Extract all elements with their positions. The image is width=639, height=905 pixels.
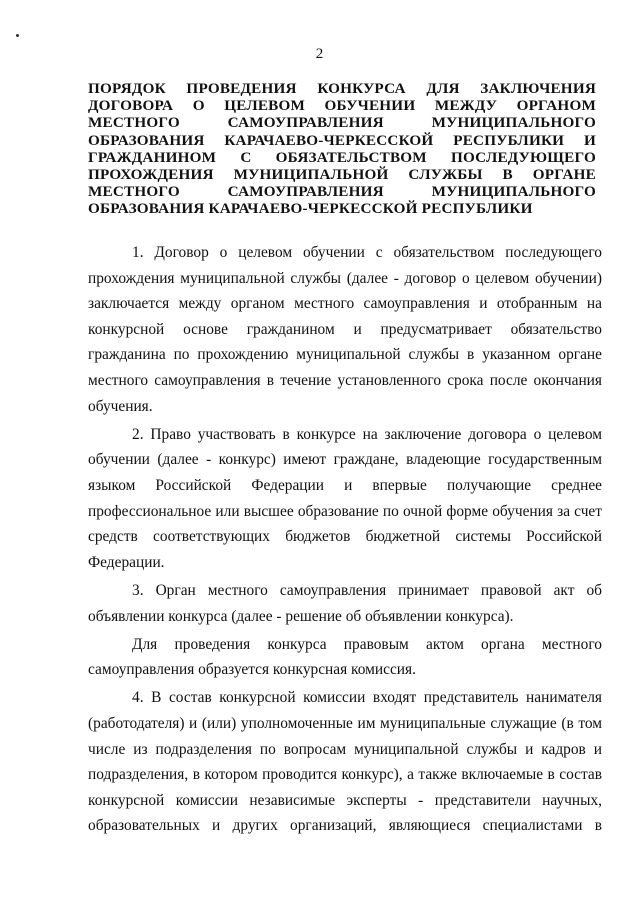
text-line: самоуправления образуется конкурсная комиссия. (88, 661, 416, 679)
title-line: ОБРАЗОВАНИЯ КАРАЧАЕВО-ЧЕРКЕССКОЙ РЕСПУБЛИКИ (88, 200, 533, 218)
paragraph-4 (88, 632, 602, 683)
title-line: МЕСТНОГО САМОУПРАВЛЕНИЯ МУНИЦИПАЛЬНОГО (88, 183, 596, 201)
text-line: 4. В состав конкурсной комиссии входят представитель нанимателя (132, 689, 602, 707)
title-line: ПРОХОЖДЕНИЯ МУНИЦИПАЛЬНОЙ СЛУЖБЫ В ОРГАНЕ (88, 166, 596, 184)
text-line: конкурсной комиссии независимые эксперты - представители научных, (88, 791, 602, 809)
text-line: прохождения муниципальной службы (далее - договор о целевом обучении) (88, 269, 602, 287)
title-line: ДОГОВОРА О ЦЕЛЕВОМ ОБУЧЕНИИ МЕЖДУ ОРГАНОМ (88, 97, 596, 115)
text-line: профессиональное или высшее образование по очной форме обучения за счет (88, 502, 602, 520)
text-line: 2. Право участвовать в конкурсе на заключение договора о целевом (132, 425, 602, 443)
text-line: языком Российской Федерации и впервые получающие среднее (88, 476, 602, 494)
title-line: ГРАЖДАНИНОМ С ОБЯЗАТЕЛЬСТВОМ ПОСЛЕДУЮЩЕГО (88, 148, 596, 166)
text-line: заключается между органом местного самоуправления и отобранным на (88, 295, 602, 313)
document-body (88, 240, 602, 839)
text-line: 3. Орган местного самоуправления принимает правовой акт об (132, 581, 602, 599)
paragraph-3 (88, 578, 602, 629)
paragraph-5 (88, 685, 602, 839)
title-line: МЕСТНОГО САМОУПРАВЛЕНИЯ МУНИЦИПАЛЬНОГО (88, 114, 596, 132)
text-line: местного самоуправления в течение установленного срока после окончания (88, 371, 602, 389)
text-line: 1. Договор о целевом обучении с обязательством последующего (132, 244, 602, 261)
paragraph-2 (88, 422, 602, 576)
text-line: объявлении конкурса (далее - решение об объявлении конкурса). (88, 607, 514, 625)
text-line: обучении (далее - конкурс) имеют граждане, владеющие государственным (88, 451, 602, 469)
scan-speck (16, 34, 19, 37)
paragraph-1 (88, 240, 602, 419)
text-line: образовательных и других организаций, являющиеся специалистами в (88, 817, 602, 835)
document-title (88, 80, 596, 218)
page-number: 2 (315, 46, 324, 62)
text-line: (работодателя) и (или) уполномоченные им муниципальные служащие (в том (88, 715, 602, 733)
text-line: Федерации. (88, 553, 165, 571)
text-line: обучения. (88, 397, 153, 415)
text-line: конкурсной основе гражданином и предусматривает обязательство (88, 320, 602, 338)
text-line: числе из подразделения по вопросам муниципальной службы и кадров и (88, 740, 602, 758)
text-line: гражданина по прохождению муниципальной службы в указанном органе (88, 346, 602, 364)
title-line: ОБРАЗОВАНИЯ КАРАЧАЕВО-ЧЕРКЕССКОЙ РЕСПУБЛИКИ И (88, 131, 596, 149)
text-line: средств соответствующих бюджетов бюджетной системы Российской (88, 528, 602, 546)
text-line: подразделения, в котором проводится конкурс), а также включаемые в состав (88, 766, 602, 784)
title-line: ПОРЯДОК ПРОВЕДЕНИЯ КОНКУРСА ДЛЯ ЗАКЛЮЧЕНИЯ (88, 80, 596, 97)
text-line: Для проведения конкурса правовым актом органа местного (132, 635, 602, 653)
